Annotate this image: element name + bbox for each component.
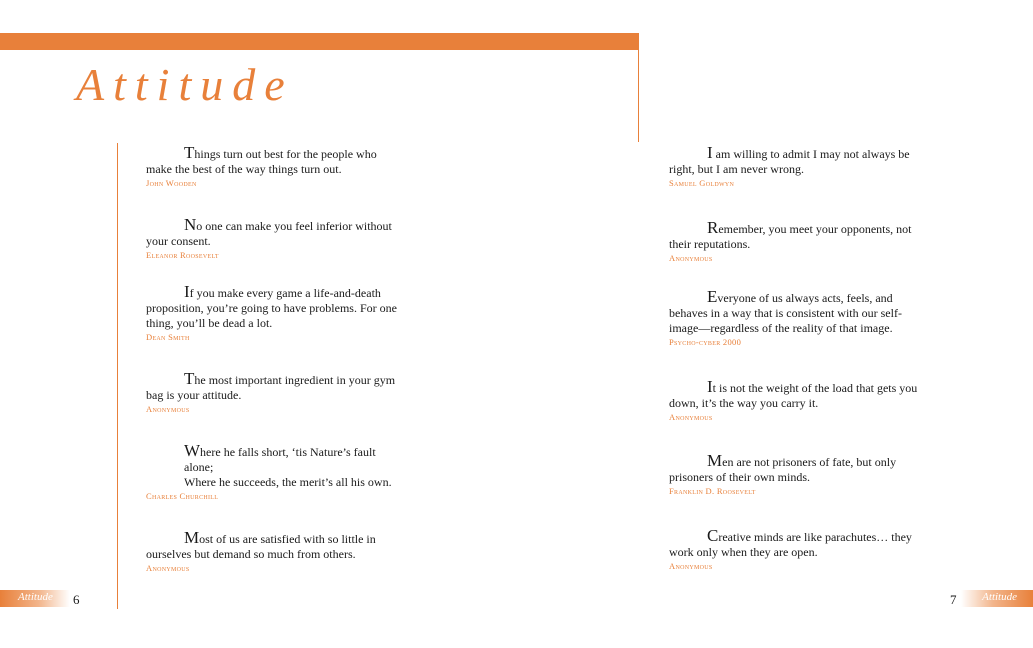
header-accent-bar [0,33,639,50]
quote-line: alone; [184,460,214,474]
quote-text [146,443,416,490]
left-margin-rule [117,143,118,609]
quote-text [669,289,959,336]
drop-cap: T [184,369,195,388]
drop-cap: N [184,215,197,234]
quote-text [669,453,959,485]
page-number: 7 [950,592,957,607]
quote-line: am willing to admit I may not always be [712,147,910,161]
quote-author: Anonymous [669,253,713,263]
quote-line: thing, you’ll be dead a lot. [146,316,273,330]
quote-author: Anonymous [146,563,190,573]
quote-line: o one can make you feel inferior without [196,219,392,233]
footer-section-tab [961,590,1033,607]
quote-author: Psycho-cyber 2000 [669,337,742,347]
quote-text [146,217,416,249]
drop-cap: T [184,143,195,162]
drop-cap: R [707,218,719,237]
quote-block [146,145,416,189]
quote-line: en are not prisoners of fate, but only [722,455,897,469]
quote-line: he most important ingredient in your gym [194,373,396,387]
quote-line: bag is your attitude. [146,388,242,402]
quote-text [146,371,416,403]
quote-line: Where he succeeds, the merit’s all his own. [184,475,392,489]
quote-text [146,530,416,562]
drop-cap: M [184,528,200,547]
quote-line: behaves in a way that is consistent with our self- [669,306,902,320]
quote-author: Charles Churchill [146,491,219,501]
drop-cap: I [707,143,713,162]
drop-cap: C [707,526,719,545]
drop-cap: I [184,282,190,301]
quote-line: ost of us are satisfied with so little in [199,532,376,546]
quote-block [669,453,959,497]
quote-text [669,145,959,177]
quote-block [146,443,416,502]
quote-block [146,371,416,415]
quote-text [669,220,959,252]
quote-line: t is not the weight of the load that gets you [712,381,918,395]
quote-author: Franklin D. Roosevelt [669,486,756,496]
quote-line: reative minds are like parachutes… they [718,530,912,544]
quote-text [146,284,416,331]
quote-block [146,217,416,261]
quote-block [146,284,416,343]
footer-section-label: Attitude [982,591,1017,603]
quote-author: John Wooden [146,178,197,188]
quote-line: work only when they are open. [669,545,818,559]
quote-line: make the best of the way things turn out. [146,162,342,176]
drop-cap: E [707,287,718,306]
quote-line: their reputations. [669,237,751,251]
page-title: Attitude [76,59,294,110]
quote-line: veryone of us always acts, feels, and [717,291,893,305]
quote-line: ourselves but demand so much from others. [146,547,356,561]
quote-line: here he falls short, ‘tis Nature’s fault [200,445,376,459]
header-accent-drop-line [638,50,639,142]
quote-block [669,289,959,348]
page-number: 6 [73,592,80,607]
quote-line: emember, you meet your opponents, not [718,222,912,236]
quote-author: Anonymous [669,561,713,571]
quote-author: Dean Smith [146,332,190,342]
quote-block [146,530,416,574]
quote-line: f you make every game a life-and-death [189,286,381,300]
quote-line: down, it’s the way you carry it. [669,396,819,410]
quote-line: proposition, you’re going to have problems. For one [146,301,397,315]
quote-line: your consent. [146,234,211,248]
quote-text [669,528,959,560]
quote-author: Anonymous [146,404,190,414]
quote-author: Samuel Goldwyn [669,178,735,188]
quote-line: right, but I am never wrong. [669,162,804,176]
quote-line: image—regardless of the reality of that image. [669,321,893,335]
quote-author: Eleanor Roosevelt [146,250,219,260]
quote-line: prisoners of their own minds. [669,470,810,484]
quote-block [669,379,959,423]
footer-section-label: Attitude [18,591,53,603]
drop-cap: W [184,441,201,460]
quote-author: Anonymous [669,412,713,422]
quote-line: hings turn out best for the people who [194,147,377,161]
drop-cap: M [707,451,723,470]
quote-block [669,145,959,189]
drop-cap: I [707,377,713,396]
quote-text [146,145,416,177]
quote-text [669,379,959,411]
quote-block [669,528,959,572]
footer-section-tab [0,590,70,607]
quote-block [669,220,959,264]
